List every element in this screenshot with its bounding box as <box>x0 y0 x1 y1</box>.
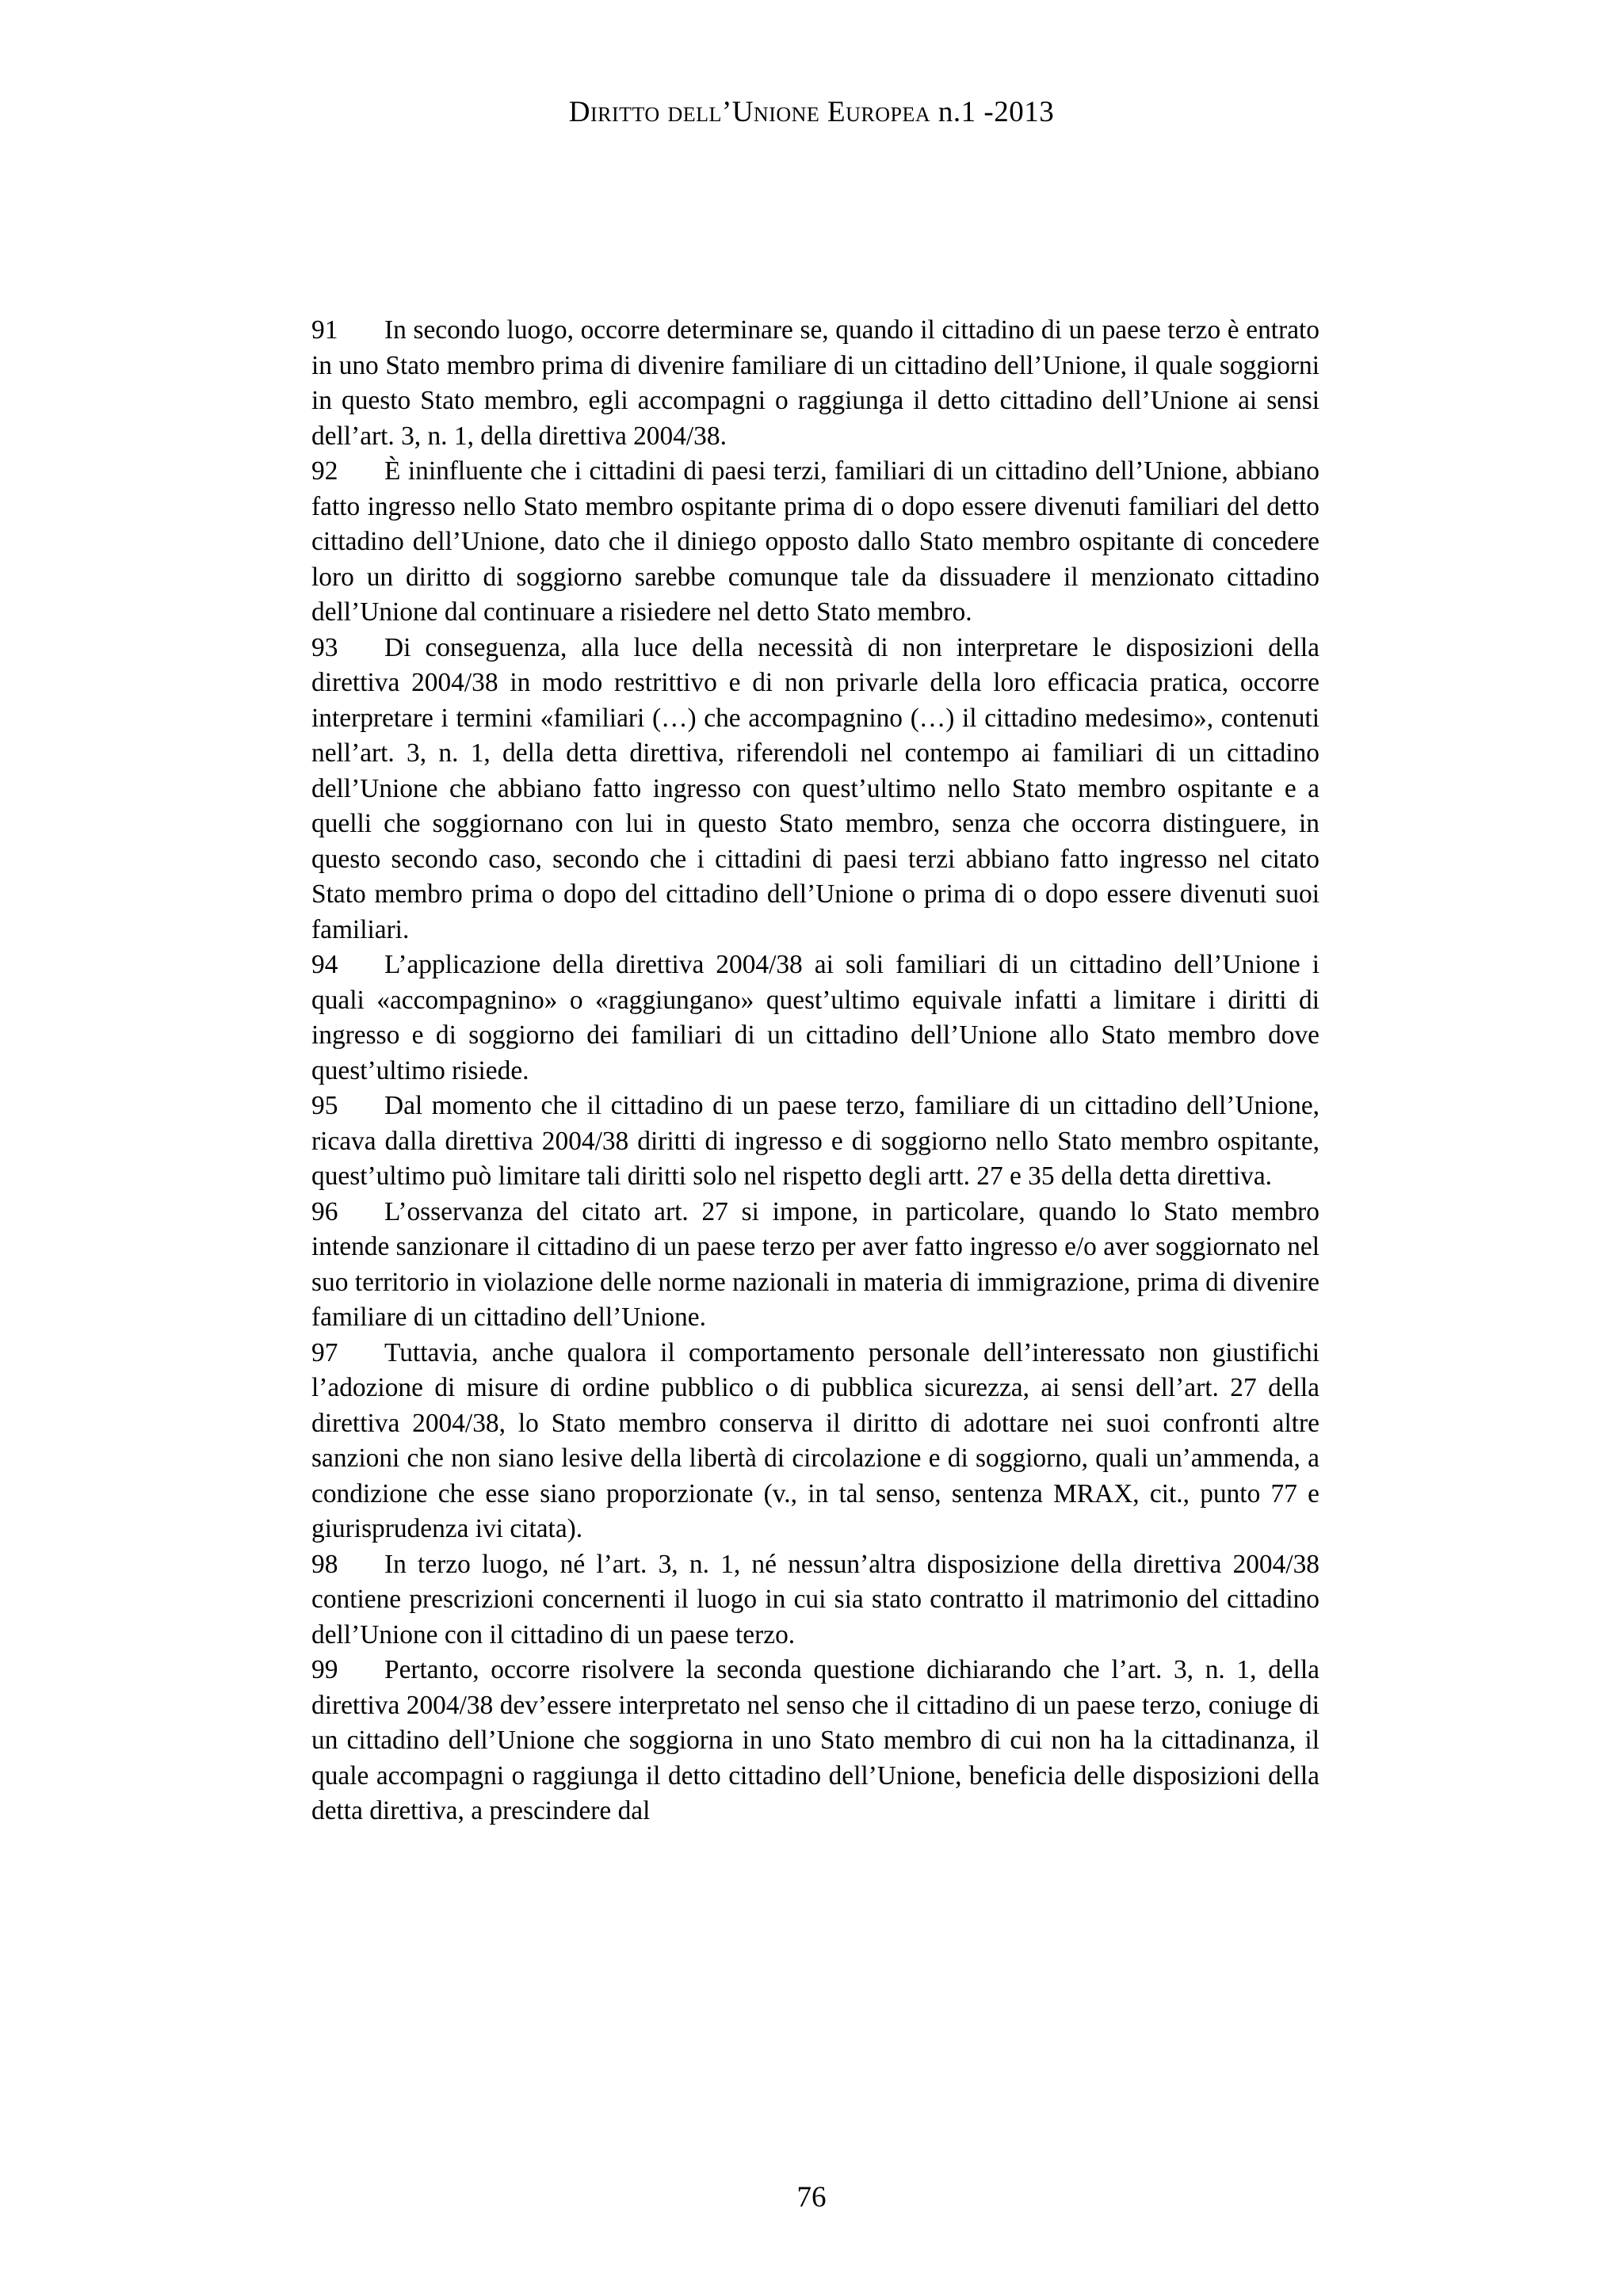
paragraph-number: 92 <box>311 456 338 486</box>
paragraph <box>311 631 1319 948</box>
issue-label: n.1 -2013 <box>930 96 1055 128</box>
paragraph-number: 96 <box>311 1196 338 1226</box>
paragraph-text: Pertanto, occorre risolvere la seconda questione dichiarando che l’art. 3, n. 1, della direttiva 2004/38 dev’essere interpretato nel senso che il cittadino di un paese terzo, coniuge di un cittadino dell’Unione che soggiorna in uno Stato membro di cui non ha la cittadinanza, il quale accompagni o raggiunga il detto cittadino dell’Unione, beneficia delle disposizioni della detta direttiva, a prescindere dal <box>311 1655 1319 1825</box>
paragraph-number: 95 <box>311 1091 338 1120</box>
paragraph-number: 94 <box>311 950 338 979</box>
paragraph <box>311 313 1319 454</box>
paragraph <box>311 454 1319 631</box>
paragraph-text: In terzo luogo, né l’art. 3, n. 1, né nessun’altra disposizione della direttiva 2004/38 contiene prescrizioni concernenti il luogo in cui sia stato contratto il matrimonio del cittadino dell’Unione con il cittadino di un paese terzo. <box>311 1549 1319 1650</box>
paragraph-text: Dal momento che il cittadino di un paese terzo, familiare di un cittadino dell’Unione, ricava dalla direttiva 2004/38 diritti di ingresso e di soggiorno nello Stato membro ospitante, quest’ultimo può limitare tali diritti solo nel rispetto degli artt. 27 e 35 della detta direttiva. <box>311 1091 1319 1191</box>
paragraph <box>311 1336 1319 1547</box>
journal-title: Diritto dell’Unione Europea <box>568 96 931 128</box>
paragraph-text: In secondo luogo, occorre determinare se, quando il cittadino di un paese terzo è entrato in uno Stato membro prima di divenire familiare di un cittadino dell’Unione, il quale soggiorni in questo Stato membro, egli accompagni o raggiunga il detto cittadino dell’Unione ai sensi dell’art. 3, n. 1, della direttiva 2004/38. <box>311 315 1319 451</box>
paragraph-number: 97 <box>311 1337 338 1367</box>
paragraph <box>311 948 1319 1089</box>
paragraph <box>311 1547 1319 1653</box>
paragraph <box>311 1195 1319 1336</box>
paragraph-text: È ininfluente che i cittadini di paesi terzi, familiari di un cittadino dell’Unione, abbiano fatto ingresso nello Stato membro ospitante prima di o dopo essere divenuti familiari del detto cittadino dell’Unione, dato che il diniego opposto dallo Stato membro ospitante di concedere loro un diritto di soggiorno sarebbe comunque tale da dissuadere il menzionato cittadino dell’Unione dal continuare a risiedere nel detto Stato membro. <box>311 456 1319 627</box>
paragraph <box>311 1089 1319 1195</box>
paragraph-number: 93 <box>311 632 338 662</box>
paragraph-text: L’osservanza del citato art. 27 si impone, in particolare, quando lo Stato membro intende sanzionare il cittadino di un paese terzo per aver fatto ingresso e/o aver soggiornato nel suo territorio in violazione delle norme nazionali in materia di immigrazione, prima di divenire familiare di un cittadino dell’Unione. <box>311 1196 1319 1332</box>
paragraph-text: Tuttavia, anche qualora il comportamento personale dell’interessato non giustifichi l’adozione di misure di ordine pubblico o di pubblica sicurezza, ai sensi dell’art. 27 della direttiva 2004/38, lo Stato membro conserva il diritto di adottare nei suoi confronti altre sanzioni che non siano lesive della libertà di circolazione e di soggiorno, quali un’ammenda, a condizione che esse siano proporzionate (v., in tal senso, sentenza MRAX, cit., punto 77 e giurisprudenza ivi citata). <box>311 1337 1319 1543</box>
paragraph-text: L’applicazione della direttiva 2004/38 ai soli familiari di un cittadino dell’Unione i quali «accompagnino» o «raggiungano» quest’ultimo equivale infatti a limitare i diritti di ingresso e di soggiorno dei familiari di un cittadino dell’Unione allo Stato membro dove quest’ultimo risiede. <box>311 950 1319 1085</box>
paragraph <box>311 1653 1319 1829</box>
paragraph-number: 98 <box>311 1549 338 1579</box>
paragraph-number: 91 <box>311 315 338 345</box>
running-header <box>0 95 1623 130</box>
paragraph-number: 99 <box>311 1655 338 1684</box>
paragraph-text: Di conseguenza, alla luce della necessità di non interpretare le disposizioni della direttiva 2004/38 in modo restrittivo e di non privarle della loro efficacia pratica, occorre interpretare i termini «familiari (…) che accompagnino (…) il cittadino medesimo», contenuti nell’art. 3, n. 1, della detta direttiva, riferendoli nel contempo ai familiari di un cittadino dell’Unione che abbiano fatto ingresso con quest’ultimo nello Stato membro ospitante e a quelli che soggiornano con lui in questo Stato membro, senza che occorra distinguere, in questo secondo caso, secondo che i cittadini di paesi terzi abbiano fatto ingresso nel citato Stato membro prima o dopo del cittadino dell’Unione o prima di o dopo essere divenuti suoi familiari. <box>311 632 1319 944</box>
page-number: 76 <box>796 2181 827 2214</box>
body-text <box>311 313 1319 1829</box>
